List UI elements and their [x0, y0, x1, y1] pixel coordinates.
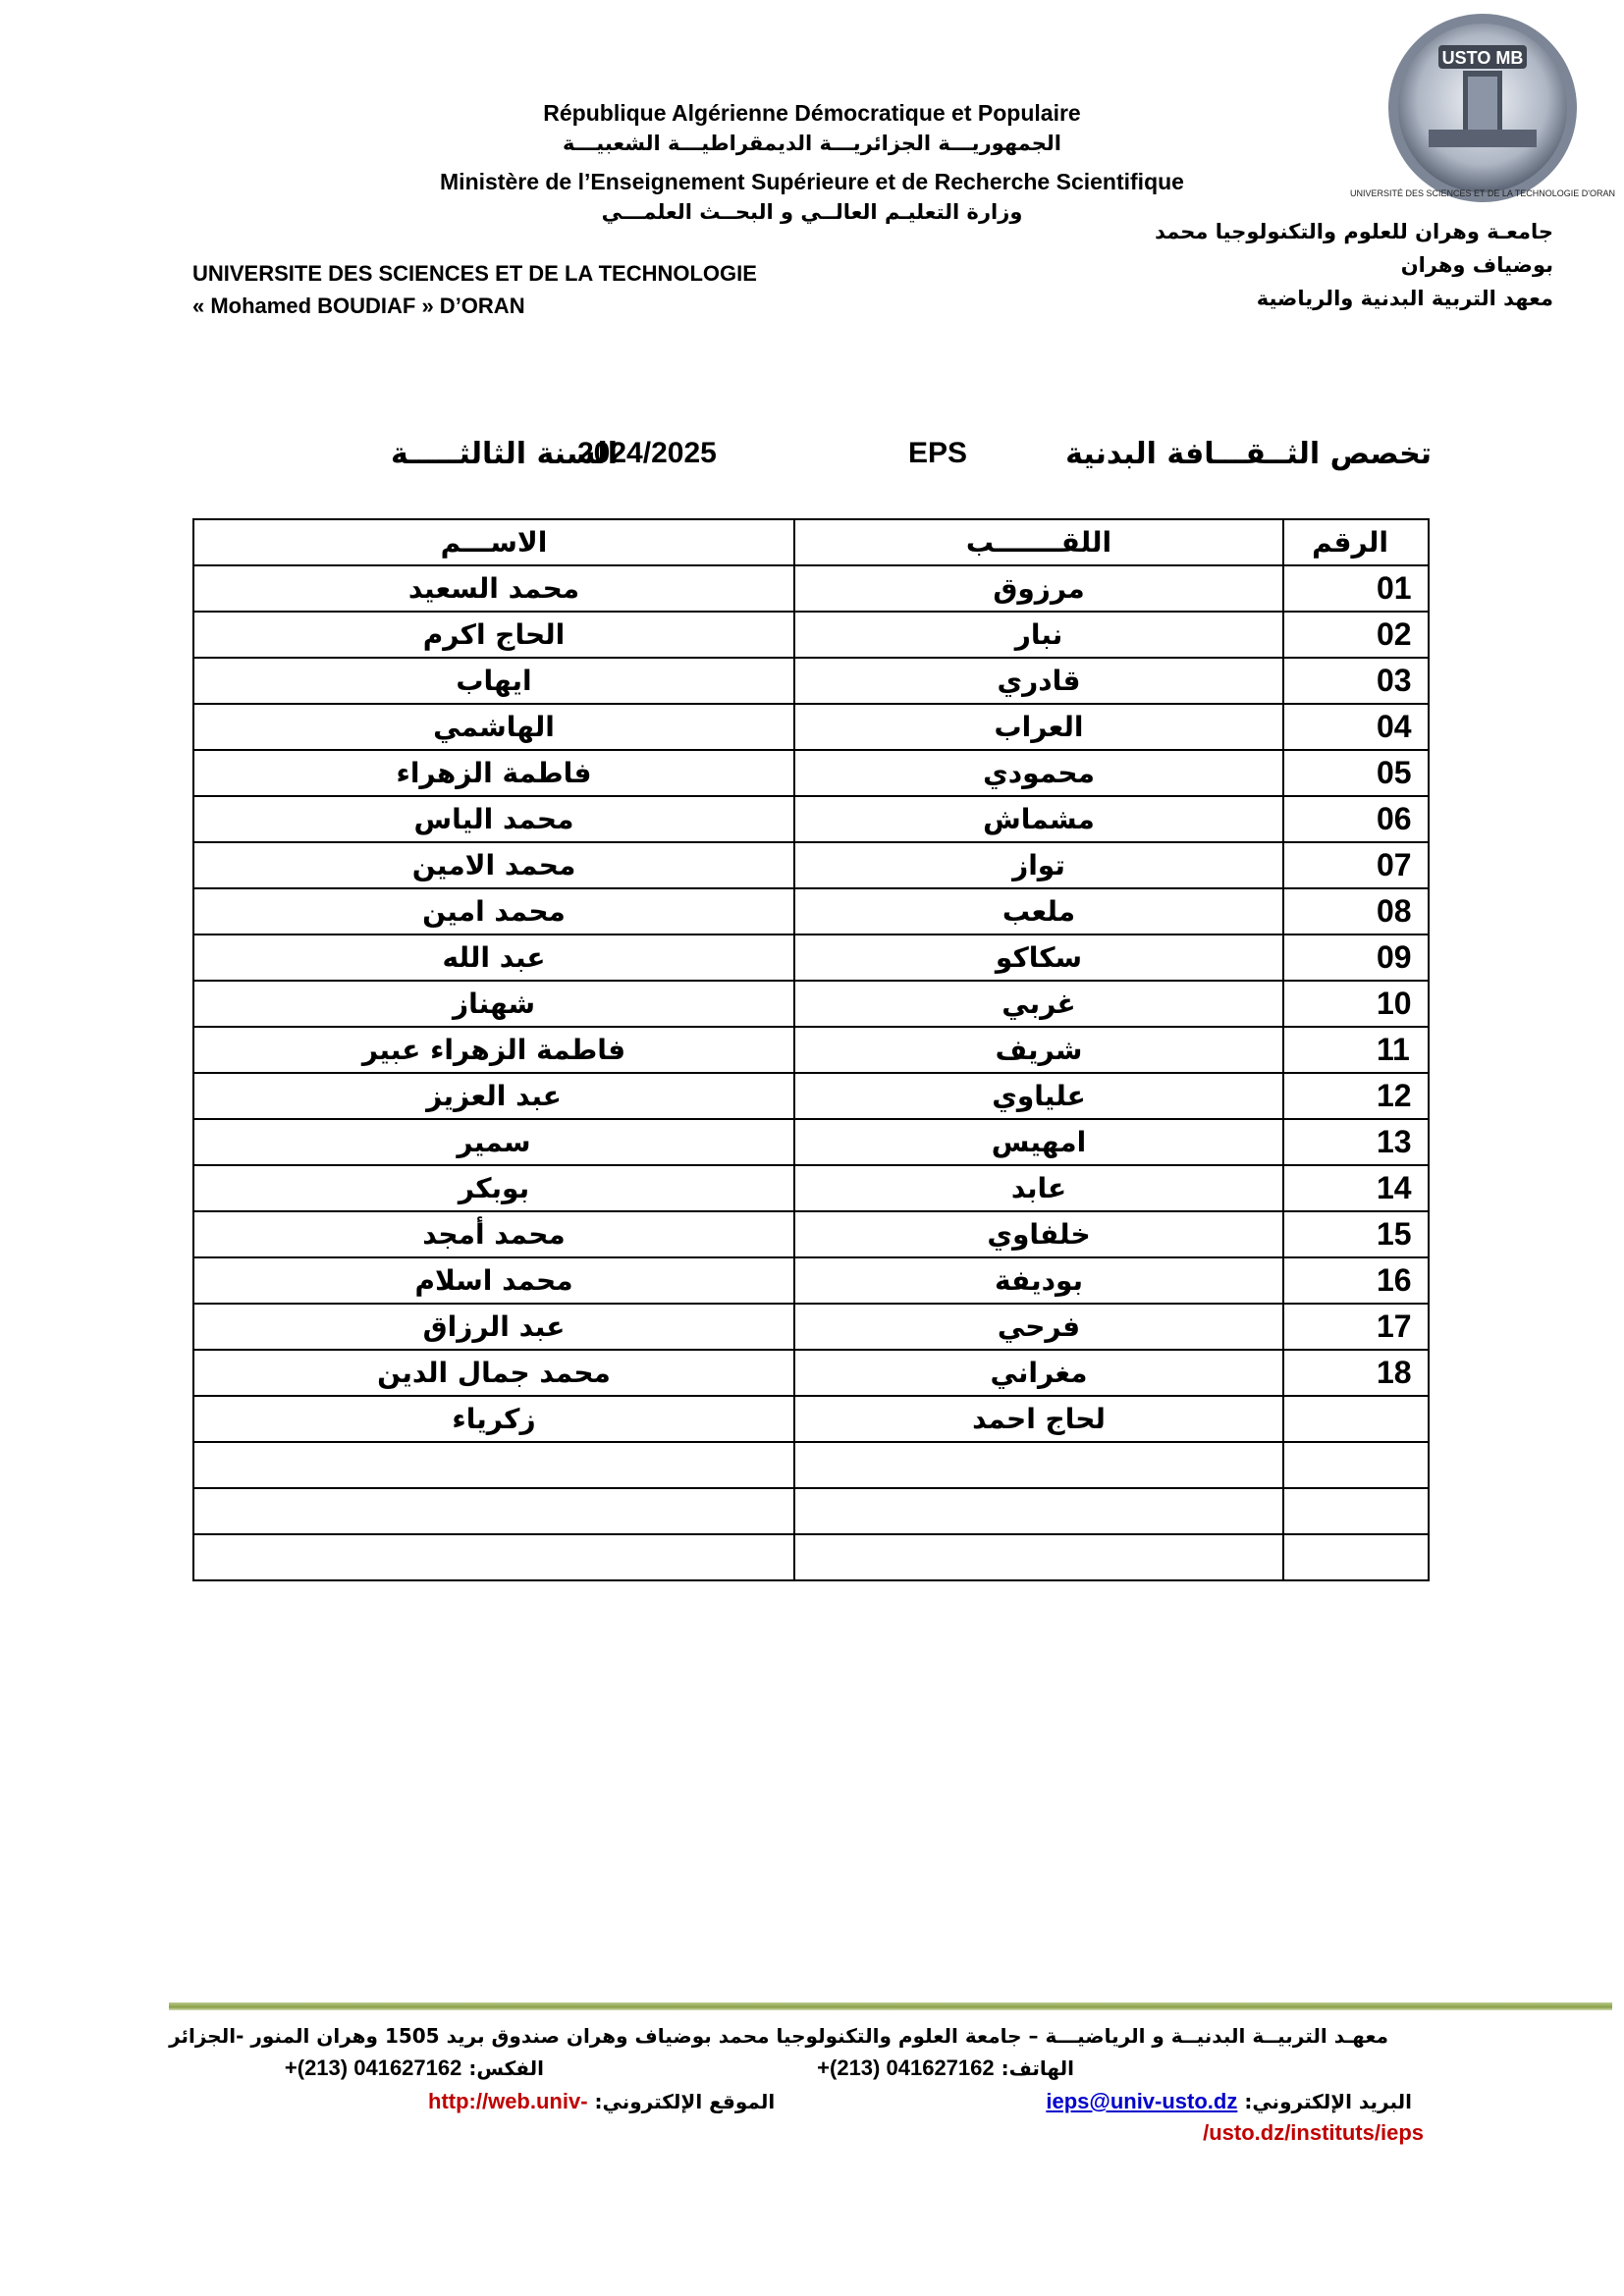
- ministry-ar: وزارة التعليـم العالــي و البحــث العلمـــي: [601, 200, 1023, 224]
- student-last-name: مشماش: [794, 796, 1283, 842]
- student-number: 13: [1283, 1119, 1429, 1165]
- student-first-name: محمد أمجد: [193, 1211, 794, 1257]
- table-row: [193, 1257, 1429, 1304]
- student-first-name: زكرياء: [193, 1396, 794, 1442]
- student-list-table: [192, 518, 1430, 1581]
- email-label: البريد الإلكتروني:: [1244, 2090, 1412, 2113]
- student-first-name: عبد الله: [193, 934, 794, 981]
- table-row: [193, 1119, 1429, 1165]
- table-row: [193, 1350, 1429, 1396]
- student-first-name: فاطمة الزهراء عبير: [193, 1027, 794, 1073]
- title-row: [0, 437, 1624, 486]
- student-first-name: [193, 1488, 794, 1534]
- student-number: 06: [1283, 796, 1429, 842]
- university-ar-line2: بوضياف وهران: [1400, 253, 1553, 277]
- table-row: [193, 1396, 1429, 1442]
- student-first-name: محمد الامين: [193, 842, 794, 888]
- student-number: 01: [1283, 565, 1429, 612]
- table-row: [193, 1488, 1429, 1534]
- table-row: [193, 1027, 1429, 1073]
- footer-fax: [285, 2056, 544, 2081]
- student-number: 16: [1283, 1257, 1429, 1304]
- logo-text: USTO MB: [1441, 48, 1524, 68]
- table-row: [193, 658, 1429, 704]
- university-ar-line3: معهد التربية البدنية والرياضية: [1256, 287, 1553, 310]
- student-first-name: محمد امين: [193, 888, 794, 934]
- site-label: الموقع الإلكتروني:: [594, 2090, 776, 2113]
- table-header-row: [193, 519, 1429, 565]
- header-number: الرقم: [1283, 519, 1429, 565]
- phone-label: الهاتف:: [1001, 2056, 1074, 2080]
- student-number: 09: [1283, 934, 1429, 981]
- academic-year: 2024/2025: [577, 437, 717, 469]
- student-last-name: سكاكو: [794, 934, 1283, 981]
- student-first-name: عبد العزيز: [193, 1073, 794, 1119]
- student-first-name: محمد اسلام: [193, 1257, 794, 1304]
- student-number: [1283, 1396, 1429, 1442]
- footer-email: [1046, 2089, 1412, 2114]
- student-last-name: علياوي: [794, 1073, 1283, 1119]
- student-last-name: [794, 1534, 1283, 1580]
- student-first-name: عبد الرزاق: [193, 1304, 794, 1350]
- student-last-name: قادري: [794, 658, 1283, 704]
- republic-fr: République Algérienne Démocratique et Populaire: [543, 100, 1081, 126]
- table-row: [193, 750, 1429, 796]
- table-row: [193, 1073, 1429, 1119]
- student-last-name: شريف: [794, 1027, 1283, 1073]
- student-number: 03: [1283, 658, 1429, 704]
- student-number: 08: [1283, 888, 1429, 934]
- student-last-name: محمودي: [794, 750, 1283, 796]
- university-fr-line2: « Mohamed BOUDIAF » D’ORAN: [192, 294, 525, 318]
- university-ar-line1: جامعـة وهران للعلوم والتكنولوجيا محمد: [1155, 220, 1553, 243]
- footer-site: [428, 2089, 775, 2114]
- republic-ar: الجمهوريـــة الجزائريـــة الديمقراطيـــة الشعبيـــة: [563, 132, 1061, 155]
- student-last-name: بوديفة: [794, 1257, 1283, 1304]
- student-last-name: [794, 1488, 1283, 1534]
- fax-label: الفكس:: [468, 2056, 544, 2080]
- table-row: [193, 1534, 1429, 1580]
- student-first-name: سمير: [193, 1119, 794, 1165]
- student-last-name: نبار: [794, 612, 1283, 658]
- table-row: [193, 888, 1429, 934]
- footer-phone: [817, 2056, 1074, 2081]
- student-first-name: فاطمة الزهراء: [193, 750, 794, 796]
- student-first-name: محمد السعيد: [193, 565, 794, 612]
- student-number: [1283, 1534, 1429, 1580]
- student-number: 14: [1283, 1165, 1429, 1211]
- program-code: EPS: [908, 437, 968, 469]
- student-number: 17: [1283, 1304, 1429, 1350]
- table-row: [193, 1304, 1429, 1350]
- student-number: 18: [1283, 1350, 1429, 1396]
- student-last-name: العراب: [794, 704, 1283, 750]
- student-number: 10: [1283, 981, 1429, 1027]
- student-number: 02: [1283, 612, 1429, 658]
- specialty-title: تخصص الثــقـــافة البدنية: [1065, 437, 1432, 471]
- student-last-name: فرحي: [794, 1304, 1283, 1350]
- student-last-name: تواز: [794, 842, 1283, 888]
- level-title: السنة الثالثـــــة: [391, 437, 618, 471]
- table-row: [193, 796, 1429, 842]
- table-row: [193, 934, 1429, 981]
- table-row: [193, 1442, 1429, 1488]
- student-last-name: لحاج احمد: [794, 1396, 1283, 1442]
- student-number: 12: [1283, 1073, 1429, 1119]
- student-number: 04: [1283, 704, 1429, 750]
- student-number: 15: [1283, 1211, 1429, 1257]
- student-first-name: محمد جمال الدين: [193, 1350, 794, 1396]
- student-first-name: [193, 1534, 794, 1580]
- student-last-name: مرزوق: [794, 565, 1283, 612]
- ministry-fr: Ministère de l’Enseignement Supérieure et de Recherche Scientifique: [440, 169, 1184, 194]
- email-link[interactable]: ieps@univ-usto.dz: [1046, 2089, 1238, 2113]
- student-first-name: الحاج اكرم: [193, 612, 794, 658]
- student-number: 11: [1283, 1027, 1429, 1073]
- student-number: 07: [1283, 842, 1429, 888]
- table-row: [193, 1211, 1429, 1257]
- student-first-name: ايهاب: [193, 658, 794, 704]
- student-last-name: عابد: [794, 1165, 1283, 1211]
- student-last-name: غربي: [794, 981, 1283, 1027]
- student-last-name: ملعب: [794, 888, 1283, 934]
- table-row: [193, 704, 1429, 750]
- student-last-name: مغراني: [794, 1350, 1283, 1396]
- student-first-name: بوبكر: [193, 1165, 794, 1211]
- site-link-part1[interactable]: http://web.univ-: [428, 2089, 588, 2113]
- site-link-part2[interactable]: /usto.dz/instituts/ieps: [1203, 2120, 1424, 2145]
- student-first-name: [193, 1442, 794, 1488]
- student-number: 05: [1283, 750, 1429, 796]
- table-row: [193, 842, 1429, 888]
- student-number: [1283, 1488, 1429, 1534]
- student-first-name: شهناز: [193, 981, 794, 1027]
- table-row: [193, 612, 1429, 658]
- footer-address: معهـد التربيــة البدنيــة و الرياضيـــة – جامعة العلوم والتكنولوجيا محمد بوضياف وهران صندوق بريد 1505 وهران المنور -الجزائر: [169, 2024, 1388, 2048]
- student-last-name: خلفاوي: [794, 1211, 1283, 1257]
- header-first-name: الاســـم: [193, 519, 794, 565]
- footer-divider: [169, 2002, 1612, 2010]
- fax-value: 041627162 (213)+: [284, 2056, 462, 2080]
- table-row: [193, 981, 1429, 1027]
- table-row: [193, 1165, 1429, 1211]
- student-first-name: محمد الياس: [193, 796, 794, 842]
- table-row: [193, 565, 1429, 612]
- student-last-name: امهيس: [794, 1119, 1283, 1165]
- university-fr-line1: UNIVERSITE DES SCIENCES ET DE LA TECHNOLOGIE: [192, 261, 757, 286]
- logo-ring-text: UNIVERSITÉ DES SCIENCES ET DE LA TECHNOLOGIE D'ORAN: [1350, 188, 1615, 198]
- student-number: [1283, 1442, 1429, 1488]
- student-first-name: الهاشمي: [193, 704, 794, 750]
- header-last-name: اللقـــــــب: [794, 519, 1283, 565]
- phone-value: 041627162 (213)+: [817, 2056, 995, 2080]
- student-last-name: [794, 1442, 1283, 1488]
